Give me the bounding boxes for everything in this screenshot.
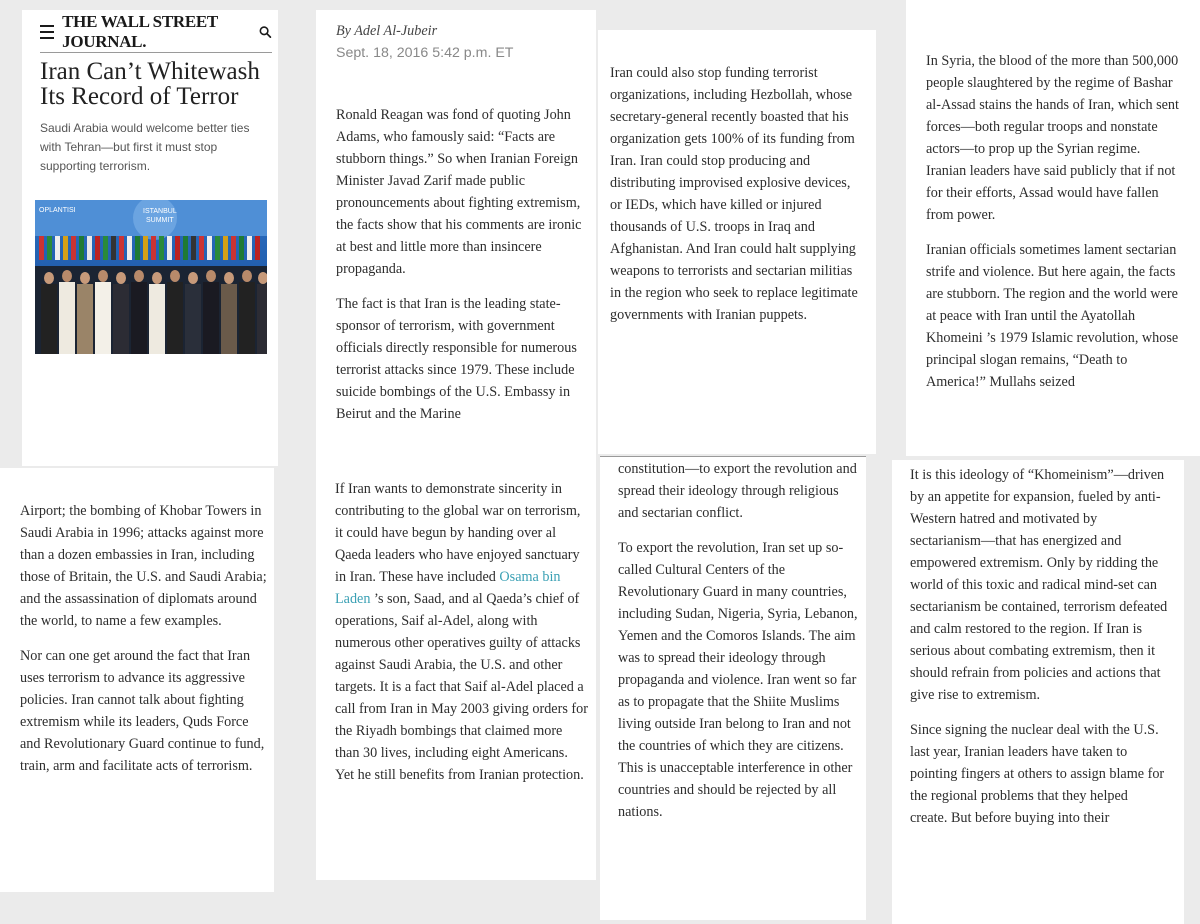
photo-banner-left: OPLANTISI bbox=[39, 207, 76, 214]
photo-banner-center-2: SUMMIT bbox=[146, 217, 174, 224]
byline: By Adel Al-Jubeir bbox=[336, 23, 438, 39]
column-divider bbox=[600, 456, 866, 457]
paragraph: Iran could also stop funding terrorist organizations, including Hezbollah, whose secretary-general recently boasted that his organization gets 100% of its funding from Iran. Iran could stop producing and distributing improvised explosive devices, or IEDs, which have killed or injured thousands of U.S. troops in Iraq and Afghanistan. And Iran could halt supplying weapons to terrorists and sectarian militias in the region who seek to replace legitimate governments with Iranian puppets. bbox=[610, 65, 858, 323]
paragraph: constitution—to export the revolution and spread their ideology through religious and sectarian conflict. bbox=[618, 461, 857, 521]
paragraph: Nor can one get around the fact that Iran uses terrorism to advance its aggressive policies. Iran cannot talk about fighting extremism while its leaders, Quds Force and Revolutionary Guard continue to fund, train, arm and facilitate acts of terrorism. bbox=[20, 648, 265, 774]
article-dek: Saudi Arabia would welcome better ties with Tehran—but first it must stop supporting terrorism. bbox=[40, 121, 250, 173]
dateline: Sept. 18, 2016 5:42 p.m. ET bbox=[336, 45, 514, 61]
paragraph-text: If Iran wants to demonstrate sincerity in contributing to the global war on terrorism, it could have begun by handing over al Qaeda leaders who have enjoyed sanctuary in Iran. These have included bbox=[335, 481, 581, 585]
article-headline: Iran Can’t Whitewash Its Record of Terror bbox=[40, 58, 260, 110]
hamburger-menu-icon[interactable] bbox=[40, 25, 54, 39]
column-7-panel bbox=[600, 456, 866, 920]
column-5-panel bbox=[0, 468, 274, 892]
column-6-panel bbox=[316, 466, 596, 880]
article-photo bbox=[35, 200, 267, 354]
paragraph: Airport; the bombing of Khobar Towers in Saudi Arabia in 1996; attacks against more than a dozen embassies in Iran, including those of Britain, the U.S. and Saudi Arabia; and the assassination of diplomats around the world, to name a few examples. bbox=[20, 503, 267, 629]
osama-bin-laden-link[interactable]: Osama bin Laden bbox=[335, 569, 561, 607]
column-2-panel bbox=[316, 10, 596, 466]
masthead bbox=[40, 12, 272, 51]
summit-photo-image bbox=[35, 200, 267, 354]
column-4-panel bbox=[906, 0, 1200, 456]
search-icon[interactable] bbox=[259, 24, 272, 40]
paragraph: It is this ideology of “Khomeinism”—driven by an appetite for expansion, fueled by anti-Western hatred and motivated by sectarianism—that has energized and empowered extremism. Only by ridding the world of this toxic and radical mind-set can sectarianism be contained, terrorism defeated and calm restored to the region. If Iran is serious about combating extremism, then it should refrain from policies and actions that give rise to extremism. bbox=[910, 467, 1168, 703]
photo-banner-center-1: ISTANBUL bbox=[143, 208, 177, 215]
paragraph: To export the revolution, Iran set up so-called Cultural Centers of the Revolutionary Guard in many countries, including Sudan, Nigeria, Syria, Lebanon, Yemen and the Comoros Islands. The aim was to spread their ideology through propaganda and violence. Iran went so far as to propagate that the Shiite Muslims living outside Iran belong to Iran and not the countries of which they are citizens. This is unacceptable interference in other countries and should be rejected by all nations. bbox=[618, 540, 858, 820]
brand-logo[interactable]: THE WALL STREET JOURNAL. bbox=[62, 12, 218, 51]
masthead-rule bbox=[40, 52, 272, 53]
paragraph-text: ’s son, Saad, and al Qaeda’s chief of operations, Saif al-Adel, along with numerous other operatives guilty of attacks against Saudi Arabia, the U.S. and other targets. It is a fact that Saif al-Adel placed a call from Iran in May 2003 giving orders for the Riyadh bombings that claimed more than 30 lives, including eight Americans. Yet he still benefits from Iranian protection. bbox=[335, 591, 588, 783]
paragraph: Iranian officials sometimes lament sectarian strife and violence. But here again, the facts are stubborn. The region and the world were at peace with Iran until the Ayatollah Khomeini ’s 1979 Islamic revolution, whose principal slogan remains, “Death to America!” Mullahs seized bbox=[926, 242, 1179, 390]
column-3-panel bbox=[598, 30, 876, 454]
column-8-panel bbox=[892, 460, 1184, 924]
paragraph: Ronald Reagan was fond of quoting John Adams, who famously said: “Facts are stubborn things.” So when Iranian Foreign Minister Javad Zarif made public pronouncements about fighting extremism, the facts show that his comments are ironic at best and little more than insincere propaganda. bbox=[336, 107, 582, 277]
paragraph: In Syria, the blood of the more than 500,000 people slaughtered by the regime of Bashar al-Assad stains the hands of Iran, which sent forces—both regular troops and nonstate actors—to prop up the Syrian regime. Iranian leaders have said publicly that if not for their efforts, Assad would have fallen from power. bbox=[926, 53, 1179, 223]
paragraph: The fact is that Iran is the leading state-sponsor of terrorism, with government officials directly responsible for numerous terrorist attacks since 1979. These include suicide bombings of the U.S. Embassy in Beirut and the Marine bbox=[336, 296, 577, 422]
paragraph: Since signing the nuclear deal with the U.S. last year, Iranian leaders have taken to pointing fingers at others to assign blame for the regional problems that they helped create. But before buying into their bbox=[910, 722, 1165, 826]
paragraph bbox=[335, 478, 589, 786]
